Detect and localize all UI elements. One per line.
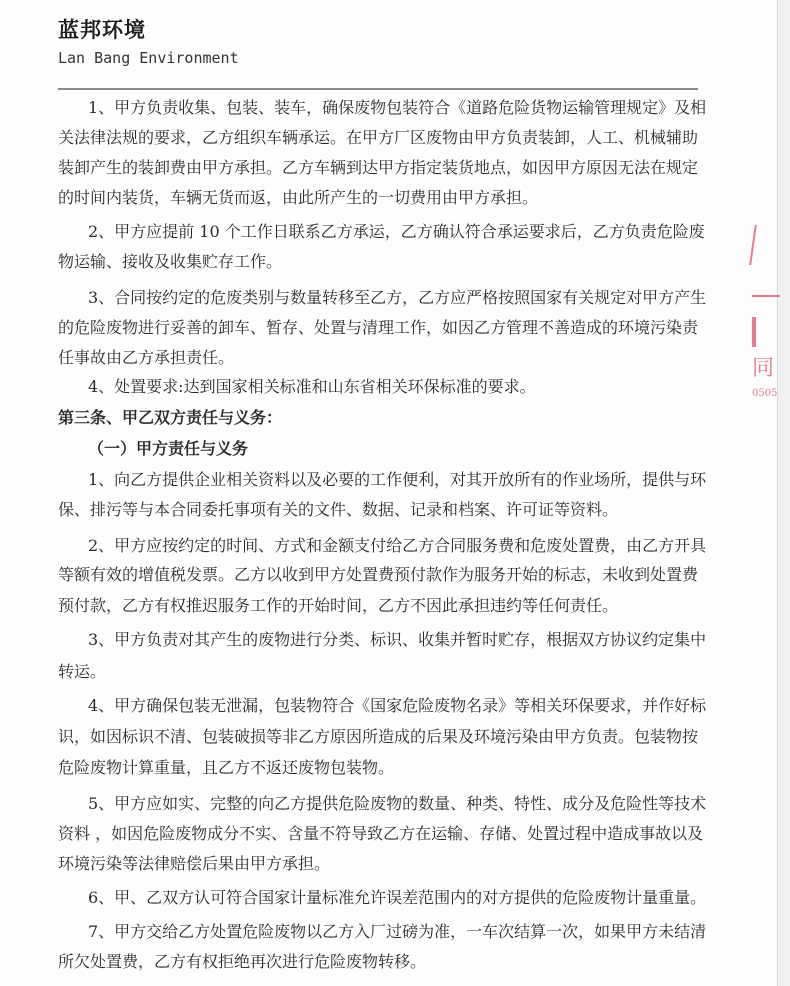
text-line: 识，如因标识不清、包装破损等非乙方原因所造成的后果及环境污染由甲方负责。包装物按 xyxy=(58,727,699,746)
text-line: 任事故由乙方承担责任。 xyxy=(58,348,235,367)
text-line: 装卸产生的装卸费由甲方承担。乙方车辆到达甲方指定装货地点，如因甲方原因无法在规定 xyxy=(58,158,699,177)
text-line: 所欠处置费，乙方有权拒绝再次进行危险废物转移。 xyxy=(58,952,427,971)
text-line: 6、甲、乙双方认可符合国家计量标准允许误差范围内的对方提供的危险废物计量重量。 xyxy=(88,888,707,907)
company-logo-title: 蓝邦环境 xyxy=(58,18,146,42)
text-line: 1、向乙方提供企业相关资料以及必要的工作便利，对其开放所有的作业场所，提供与环 xyxy=(88,470,707,489)
section-heading: （一）甲方责任与义务 xyxy=(88,439,249,458)
text-line: 物运输、接收及收集贮存工作。 xyxy=(58,252,283,271)
company-subtitle: Lan Bang Environment xyxy=(58,49,239,67)
text-line: 3、甲方负责对其产生的废物进行分类、标识、收集并暂时贮存，根据双方协议约定集中 xyxy=(88,630,707,649)
text-line: 关法律法规的要求，乙方组织车辆承运。在甲方厂区废物由甲方负责装卸，人工、机械辅助 xyxy=(58,128,699,147)
text-line: 转运。 xyxy=(58,662,107,681)
text-line: 资料 ，如因危险废物成分不实、含量不符导致乙方在运输、存储、处置过程中造成事故以及 xyxy=(58,824,704,843)
text-line: 危险废物计算重量，且乙方不返还废物包装物。 xyxy=(58,758,395,777)
text-line: 等额有效的增值税发票。乙方以收到甲方处置费预付款作为服务开始的标志，未收到处置费 xyxy=(58,565,699,584)
text-line: 的危险废物进行妥善的卸车、暂存、处置与清理工作，如因乙方管理不善造成的环境污染责 xyxy=(58,318,699,337)
text-line: 预付款，乙方有权推迟服务工作的开始时间，乙方不因此承担违约等任何责任。 xyxy=(58,596,619,615)
section-heading: 第三条、甲乙双方责任与义务： xyxy=(58,408,283,427)
text-line: 的时间内装货，车辆无货而返，由此所产生的一切费用由甲方承担。 xyxy=(58,188,539,207)
text-line: 4、处置要求:达到国家相关标准和山东省相关环保标准的要求。 xyxy=(88,377,536,396)
text-line: 4、甲方确保包装无泄漏，包装物符合《国家危险废物名录》等相关环保要求，并作好标 xyxy=(88,696,707,715)
text-line: 7、甲方交给乙方处置危险废物以乙方入厂过磅为准，一车次结算一次，如果甲方未结清 xyxy=(88,922,707,941)
text-line: 保、排污等与本合同委托事项有关的文件、数据、记录和档案、许可证等资料。 xyxy=(58,500,619,519)
text-line: 2、甲方应提前 10 个工作日联系乙方承运，乙方确认符合承运要求后，乙方负责危险废 xyxy=(88,222,705,241)
text-line: 1、甲方负责收集、包装、装车，确保废物包装符合《道路危险货物运输管理规定》及相 xyxy=(88,98,707,117)
text-line: 环境污染等法律赔偿后果由甲方承担。 xyxy=(58,854,331,873)
text-line: 5、甲方应如实、完整的向乙方提供危险废物的数量、种类、特性、成分及危险性等技术 xyxy=(88,794,707,813)
text-line: 2、甲方应按约定的时间、方式和金额支付给乙方合同服务费和危废处置费，由乙方开具 xyxy=(88,536,707,555)
text-line: 3、合同按约定的危废类别与数量转移至乙方，乙方应严格按照国家有关规定对甲方产生 xyxy=(88,288,707,307)
seal-stamp-fragment: 同 0505 xyxy=(752,225,780,399)
